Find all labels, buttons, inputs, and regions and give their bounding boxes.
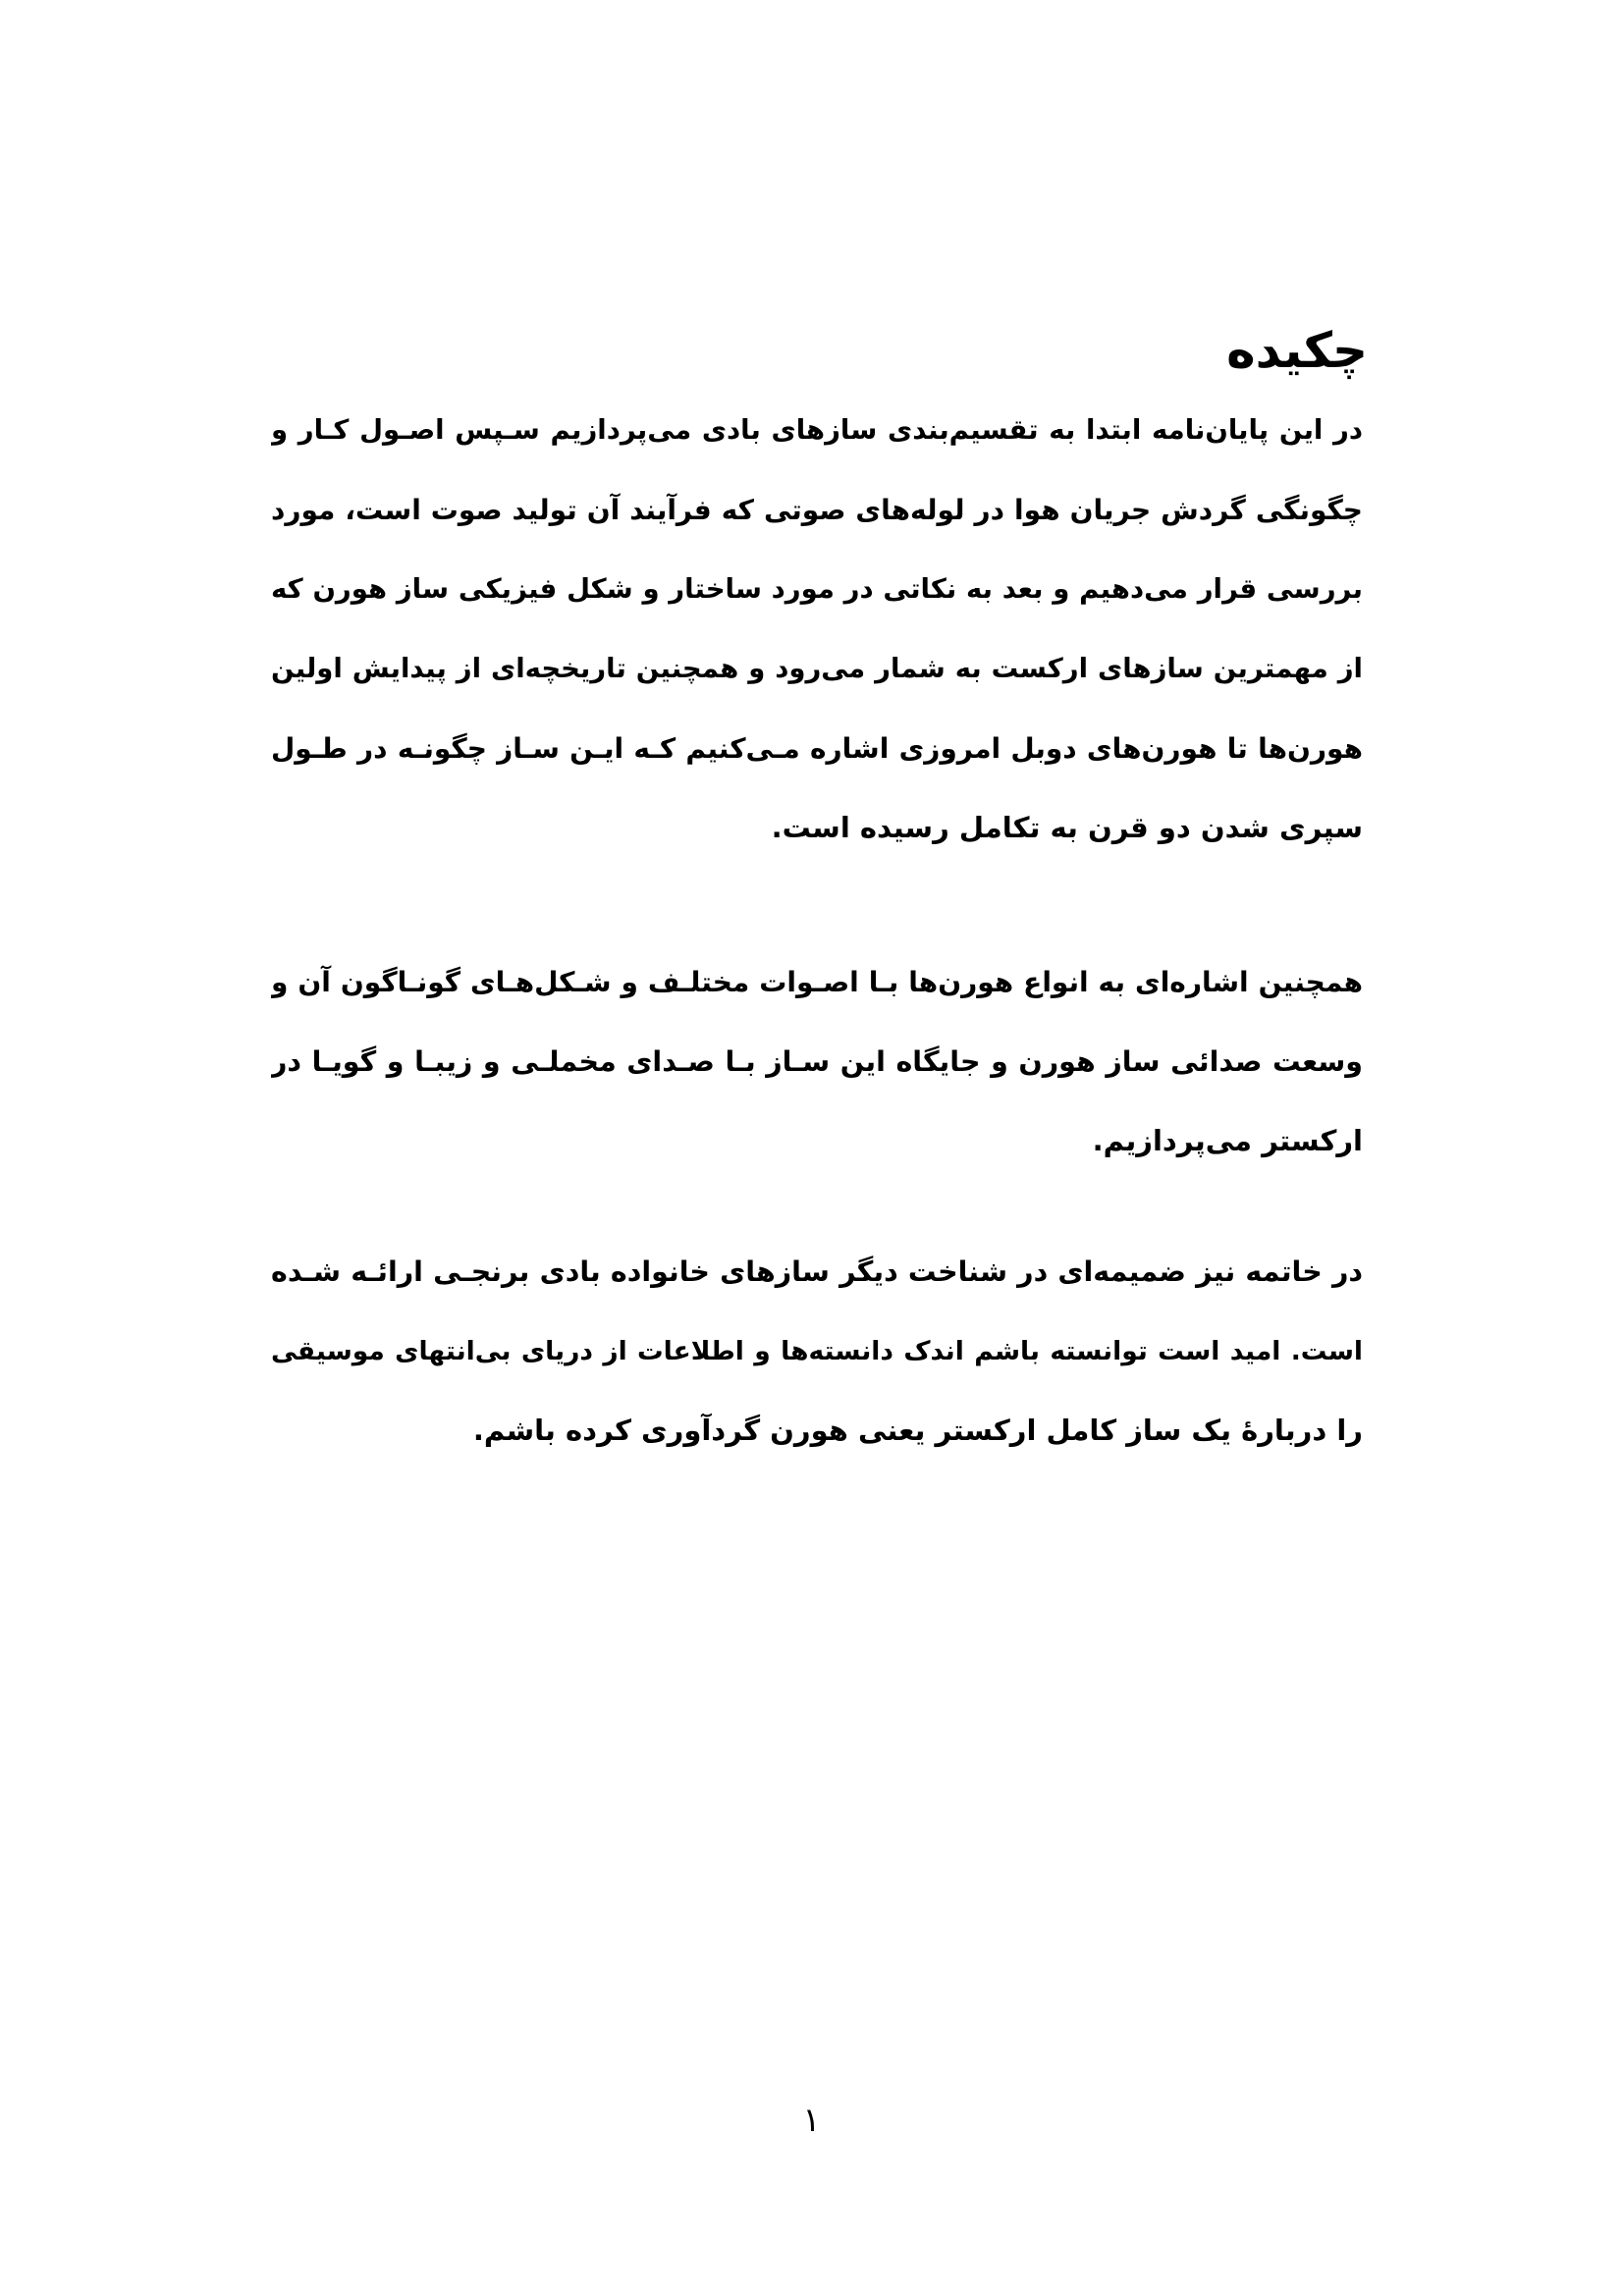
paragraph-line: بررسی قرار می‌دهیم و بعد به نکاتی در مورد ساختار و شکل فیزیکی ساز هورن که [271,573,1363,605]
paragraph-2 [271,942,1363,1181]
paragraph-line: وسعت صدائی ساز هورن و جایگاه این سـاز بـا صـدای مخملـی و زیبـا و گویـا در [271,1045,1363,1078]
paragraph-line: ارکستر می‌پردازیم. [1092,1124,1363,1157]
paragraph-line: هورن‌ها تا هورن‌های دوبل امروزی اشاره مـی‌کنیم کـه ایـن سـاز چگونـه در طـول [271,732,1363,765]
paragraph-line: در این پایان‌نامه ابتدا به تقسیم‌بندی سازهای بادی می‌پردازیم سـپس اصـول کـار و [271,414,1363,446]
paragraph-line: را دربارۀ یک ساز کامل ارکستر یعنی هورن گردآوری کرده باشم. [472,1414,1363,1447]
paragraph-line: چگونگی گردش جریان هوا در لوله‌های صوتی که فرآیند آن تولید صوت است، مورد [271,494,1363,526]
paragraph-3 [271,1232,1363,1470]
paragraph-line: از مهمترین سازهای ارکست به شمار می‌رود و همچنین تاریخچه‌ای از پیدایش اولین [271,653,1363,684]
paragraph-line: سپری شدن دو قرن به تکامل رسیده است. [771,811,1363,844]
paragraph-line: همچنین اشاره‌ای به انواع هورن‌ها بـا اصـوات مختلـف و شـکل‌هـای گونـاگون آن و [271,966,1363,998]
page-number: ۱ [802,2101,821,2140]
paragraph-line: است. امید است توانسته باشم اندک دانسته‌ها و اطلاعات از دریای بی‌انتهای موسیقی [271,1336,1363,1366]
paragraph-1 [271,391,1363,868]
abstract-heading: چکیده [1226,322,1368,379]
paragraph-line: در خاتمه نیز ضمیمه‌ای در شناخت دیگر سازهای خانواده بادی برنجـی ارائـه شـده [271,1255,1363,1288]
